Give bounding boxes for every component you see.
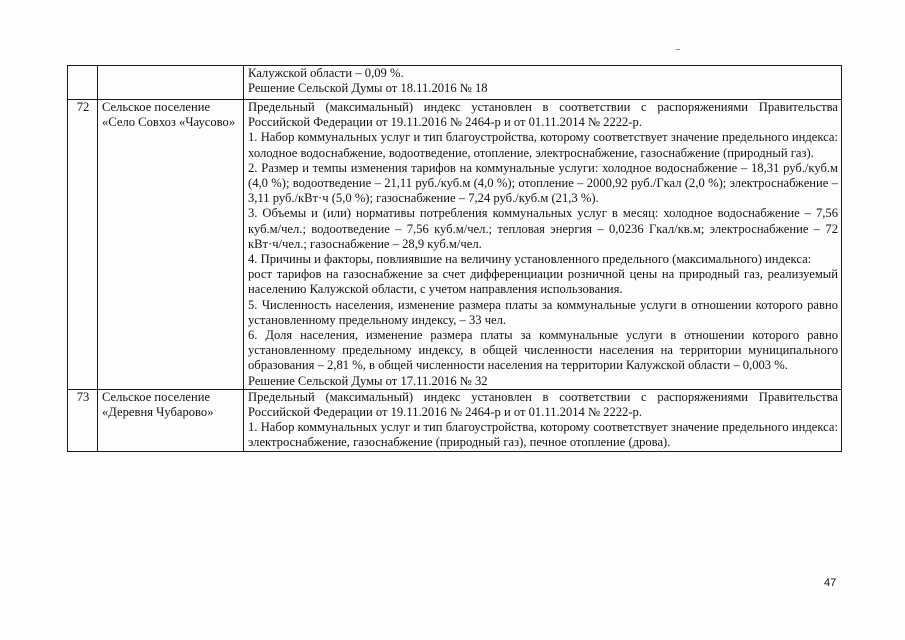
content-paragraph: Калужской области – 0,09 %.: [248, 66, 404, 80]
content-paragraph: Предельный (максимальный) индекс установлен в соответствии с распоряжениями Правительства Российской Федерации от 19.11.2016 № 2464-р и от 01.11.2014 № 2222-р.: [248, 100, 838, 130]
row-content-cell: [244, 100, 842, 390]
row-number-cell: 72: [68, 100, 98, 390]
row-content-cell: [244, 66, 842, 100]
table-row: [68, 389, 842, 451]
settlement-name-line: «Деревня Чубарово»: [102, 405, 214, 420]
page-number: 47: [824, 577, 837, 589]
row-number-cell: 73: [68, 389, 98, 451]
settlement-name-cell: [98, 66, 244, 100]
scan-mark: [676, 49, 680, 50]
content-paragraph: 3. Объемы и (или) нормативы потребления коммунальных услуг в месяц: холодное водоснабжение – 7,56 куб.м/чел.; водоотведение – 7,56 куб.м/чел.; тепловая энергия – 0,0236 Гкал/кв.м; электроснабжение – 72 кВт·ч/чел.; газоснабжение – 28,9 куб.м/чел.: [248, 206, 838, 251]
settlement-name-line: «Село Совхоз «Чаусово»: [102, 115, 236, 130]
content-paragraph: 1. Набор коммунальных услуг и тип благоустройства, которому соответствует значение предельного индекса: холодное водоснабжение, водоотведение, отопление, электроснабжение, газоснабжение (природный газ).: [248, 130, 838, 160]
decision-reference: Решение Сельской Думы от 18.11.2016 № 18: [248, 81, 488, 96]
content-paragraph: 1. Набор коммунальных услуг и тип благоустройства, которому соответствует значение предельного индекса: электроснабжение, газоснабжение (природный газ), печное отопление (дрова).: [248, 420, 838, 450]
settlement-name-cell: [98, 389, 244, 451]
content-paragraph: рост тарифов на газоснабжение за счет дифференциации розничной цены на природный газ, реализуемый населению Калужской области, с учетом направления использования.: [248, 267, 838, 297]
settlement-name-line: Сельское поселение: [102, 389, 211, 404]
row-content-cell: [244, 389, 842, 451]
content-paragraph: 5. Численность населения, изменение размера платы за коммунальные услуги в отношении которого равно установленному предельному индексу, – 33 чел.: [248, 297, 838, 327]
row-number-cell: [68, 66, 98, 100]
settlement-name-cell: [98, 100, 244, 390]
decision-reference: Решение Сельской Думы от 17.11.2016 № 32: [248, 373, 488, 388]
content-paragraph: Предельный (максимальный) индекс установлен в соответствии с распоряжениями Правительства Российской Федерации от 19.11.2016 № 2464-р и от 01.11.2014 № 2222-р.: [248, 389, 838, 420]
content-paragraph: 6. Доля населения, изменение размера платы за коммунальные услуги в отношении которого равно установленному предельному индексу, в общей численности населения на территории муниципального образования – 2,81 %, в общей численности населения на территории Калужской области – 0,003 %.: [248, 328, 838, 373]
settlement-name-line: Сельское поселение: [102, 100, 211, 114]
content-paragraph: 4. Причины и факторы, повлиявшие на величину установленного предельного (максимального) индекса:: [248, 252, 812, 267]
table-row: [68, 66, 842, 100]
table-row: [68, 100, 842, 390]
content-paragraph: 2. Размер и темпы изменения тарифов на коммунальные услуги: холодное водоснабжение – 18,31 руб./куб.м (4,0 %); водоотведение – 21,11 руб./куб.м (4,0 %); отопление – 2000,92 руб./Гкал (2,0 %); электроснабжение – 3,11 руб./кВт·ч (5,0 %); газоснабжение – 7,24 руб./куб.м (21,3 %).: [248, 160, 838, 206]
tariff-table: [67, 65, 842, 452]
